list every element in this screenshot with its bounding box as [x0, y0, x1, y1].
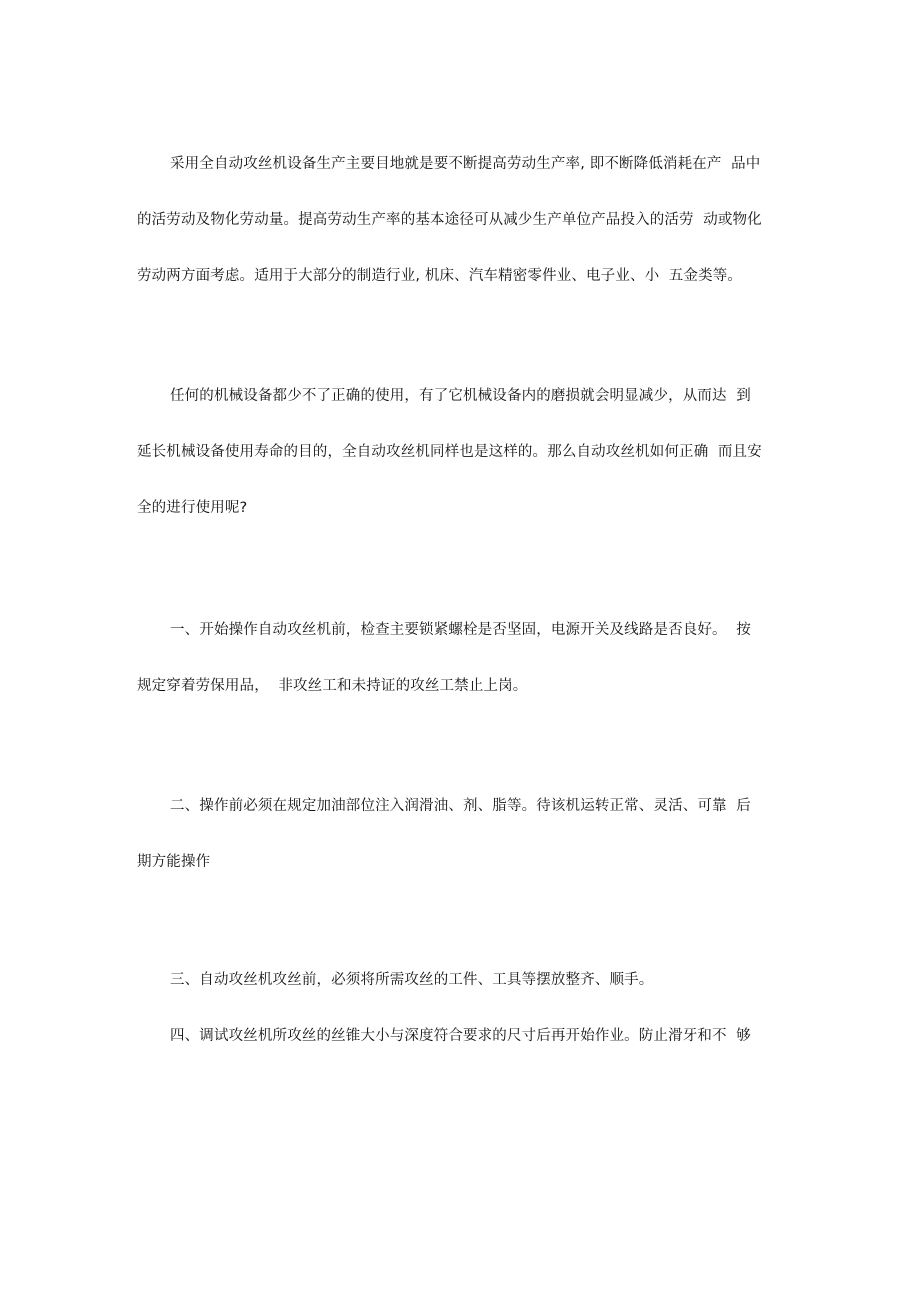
text-line: 三、自动攻丝机攻丝前，必须将所需攻丝的工件、工具等摆放整齐、顺手。	[170, 972, 654, 988]
text-line: 任何的机械设备都少不了正确的使用，有了它机械设备内的磨损就会明显减少，从而达 到	[170, 388, 751, 404]
text-line: 的活劳动及物化劳动量。提高劳动生产率的基本途径可从减少生产单位产品投入的活劳 动或物化	[137, 212, 762, 228]
text-line: 劳动两方面考虑。适用于大部分的制造行业, 机床、汽车精密零件业、电子业、小 五金类等。	[137, 268, 743, 284]
text-line: 采用全自动攻丝机设备生产主要目地就是要不断提高劳动生产率, 即不断降低消耗在产 品中	[170, 156, 761, 172]
text-line: 期方能操作	[137, 854, 211, 870]
text-line: 一、开始操作自动攻丝机前，检查主要锁紧螺栓是否坚固，电源开关及线路是否良好。 按	[170, 622, 751, 638]
text-line: 全的进行使用呢?	[137, 500, 248, 516]
text-line: 规定穿着劳保用品， 非攻丝工和未持证的攻丝工禁止上岗。	[137, 678, 528, 694]
text-line: 二、操作前必须在规定加油部位注入润滑油、剂、脂等。待该机运转正常、灵活、可靠 后	[170, 798, 751, 814]
text-line: 四、调试攻丝机所攻丝的丝锥大小与深度符合要求的尺寸后再开始作业。防止滑牙和不 够	[170, 1028, 751, 1044]
text-line: 延长机械设备使用寿命的目的，全自动攻丝机同样也是这样的。那么自动攻丝机如何正确 而且安	[137, 444, 762, 460]
